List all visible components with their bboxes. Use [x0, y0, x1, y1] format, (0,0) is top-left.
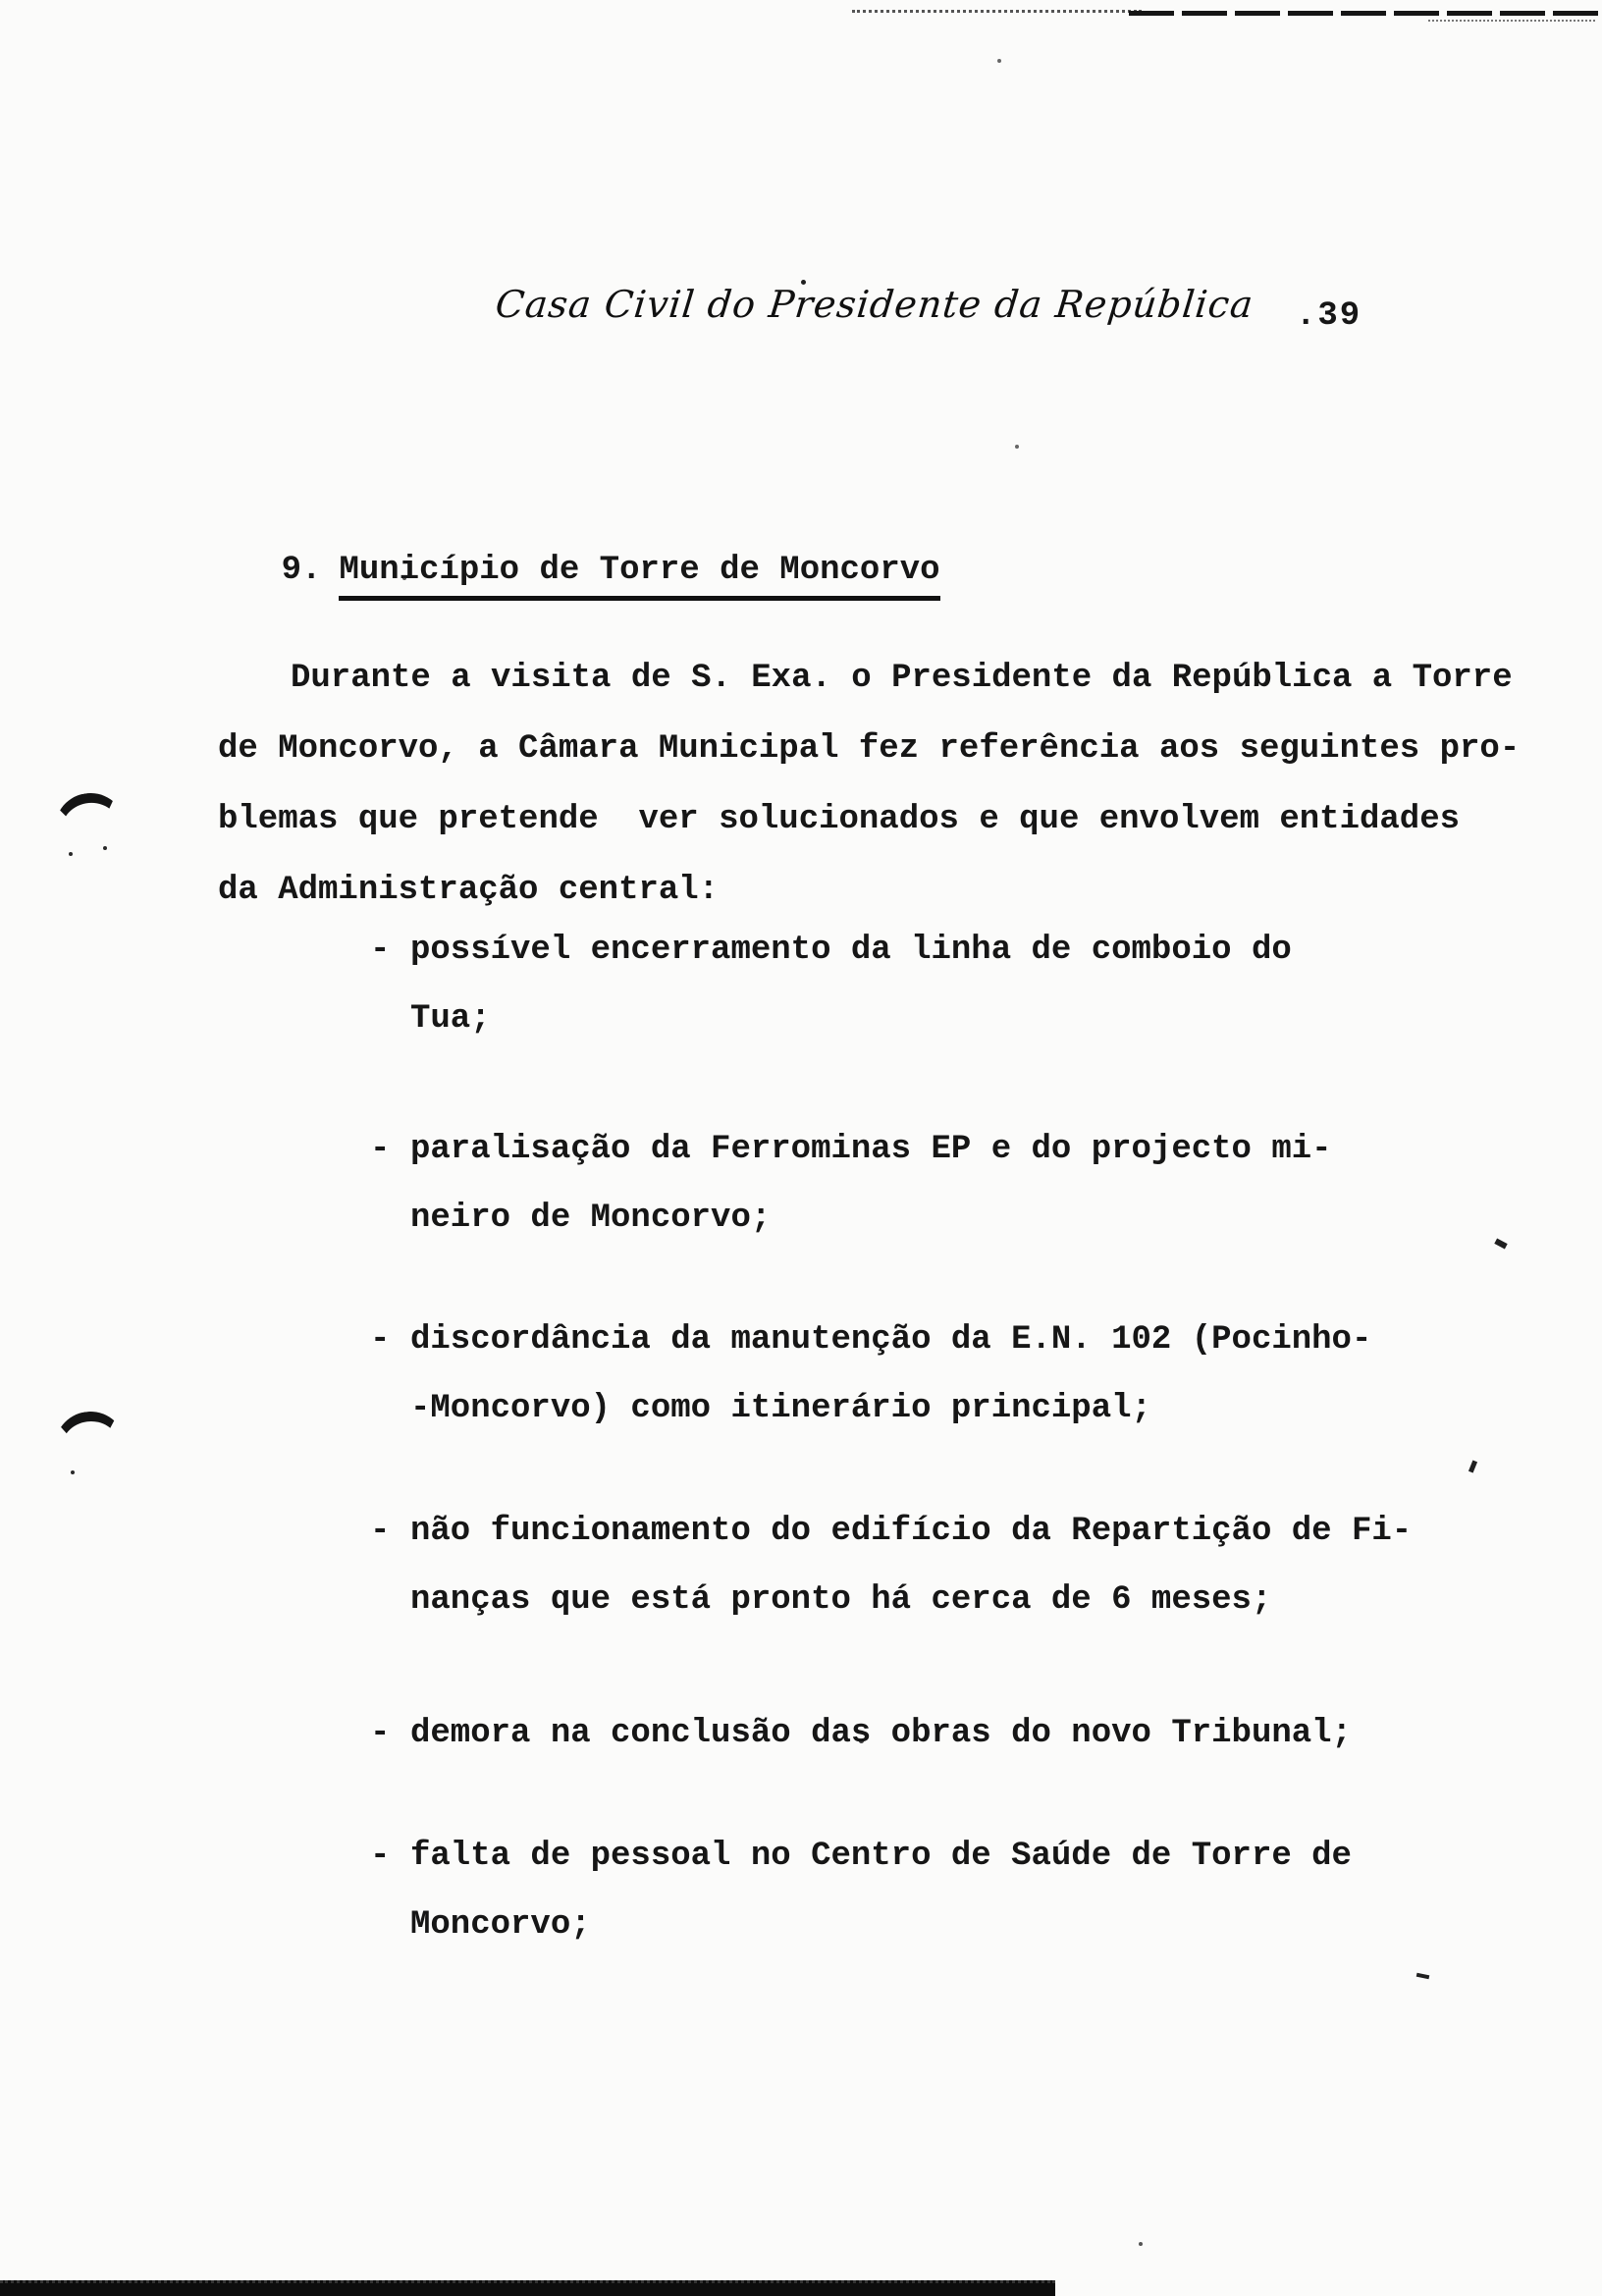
bullet-line: -Moncorvo) como itinerário principal; — [410, 1390, 1151, 1427]
bullet-item-ferrominas — [370, 1115, 1332, 1253]
scan-noise-top-dotted-2 — [1428, 20, 1595, 22]
scan-speck — [1494, 1239, 1507, 1250]
bullet-line: demora na conclusão das obras do novo Tribunal; — [410, 1715, 1352, 1752]
paragraph-line: blemas que pretende ver solucionados e que envolvem entidades — [218, 801, 1461, 838]
bullet-item-en102 — [370, 1306, 1371, 1443]
scan-speck — [997, 59, 1001, 63]
paragraph-line: de Moncorvo, a Câmara Municipal fez referência aos seguintes pro- — [218, 730, 1521, 768]
binder-mark-dot — [103, 846, 107, 850]
letterhead-script: Casa Civil do Presidente da República — [493, 283, 1256, 326]
bullet-dash: - — [370, 1715, 391, 1752]
bullet-line: nanças que está pronto há cerca de 6 meses; — [410, 1581, 1272, 1619]
scan-speck — [1015, 445, 1019, 449]
bullet-line: neiro de Moncorvo; — [410, 1200, 772, 1237]
paragraph-line: Durante a visita de S. Exa. o Presidente da República a Torre — [291, 660, 1513, 697]
bullet-line: Tua; — [410, 1000, 491, 1038]
scan-noise-bottom-bar — [0, 2280, 1055, 2296]
bullet-line: falta de pessoal no Centro de Saúde de Torre de — [410, 1838, 1352, 1875]
scan-noise-top-dotted — [852, 10, 1142, 13]
scan-noise-top-line — [1129, 11, 1602, 16]
bullet-dash: - — [370, 1513, 391, 1550]
bullet-line: não funcionamento do edifício da Repartição de Fi- — [410, 1513, 1413, 1550]
bullet-dash: - — [370, 932, 391, 969]
bullet-line: possível encerramento da linha de comboio do — [410, 932, 1292, 969]
bullet-dash: - — [370, 1131, 391, 1168]
bullet-item-train-line — [370, 916, 1292, 1053]
binder-mark-upper — [49, 787, 131, 868]
bullet-item-financas — [370, 1497, 1412, 1634]
paragraph-line: da Administração central: — [218, 872, 720, 909]
scan-speck — [1139, 2242, 1143, 2246]
binder-mark-dot — [71, 1470, 75, 1474]
section-number: 9. — [281, 552, 322, 589]
scan-speck — [1416, 1973, 1430, 1980]
bullet-item-centro-saude — [370, 1822, 1352, 1959]
intro-paragraph — [218, 643, 1520, 926]
bullet-dash: - — [370, 1838, 391, 1875]
page-number: .39 — [1296, 297, 1362, 335]
bullet-line: Moncorvo; — [410, 1906, 591, 1944]
scan-speck — [1468, 1461, 1477, 1473]
binder-mark-dot — [69, 852, 73, 856]
section-heading — [201, 514, 940, 626]
bullet-line: discordância da manutenção da E.N. 102 (Pocinho- — [410, 1321, 1372, 1359]
bullet-item-tribunal — [370, 1699, 1352, 1768]
binder-mark-lower — [51, 1408, 130, 1485]
section-title: Município de Torre de Moncorvo — [339, 552, 939, 601]
bullet-dash: - — [370, 1321, 391, 1359]
bullet-line: paralisação da Ferrominas EP e do projecto mi- — [410, 1131, 1332, 1168]
